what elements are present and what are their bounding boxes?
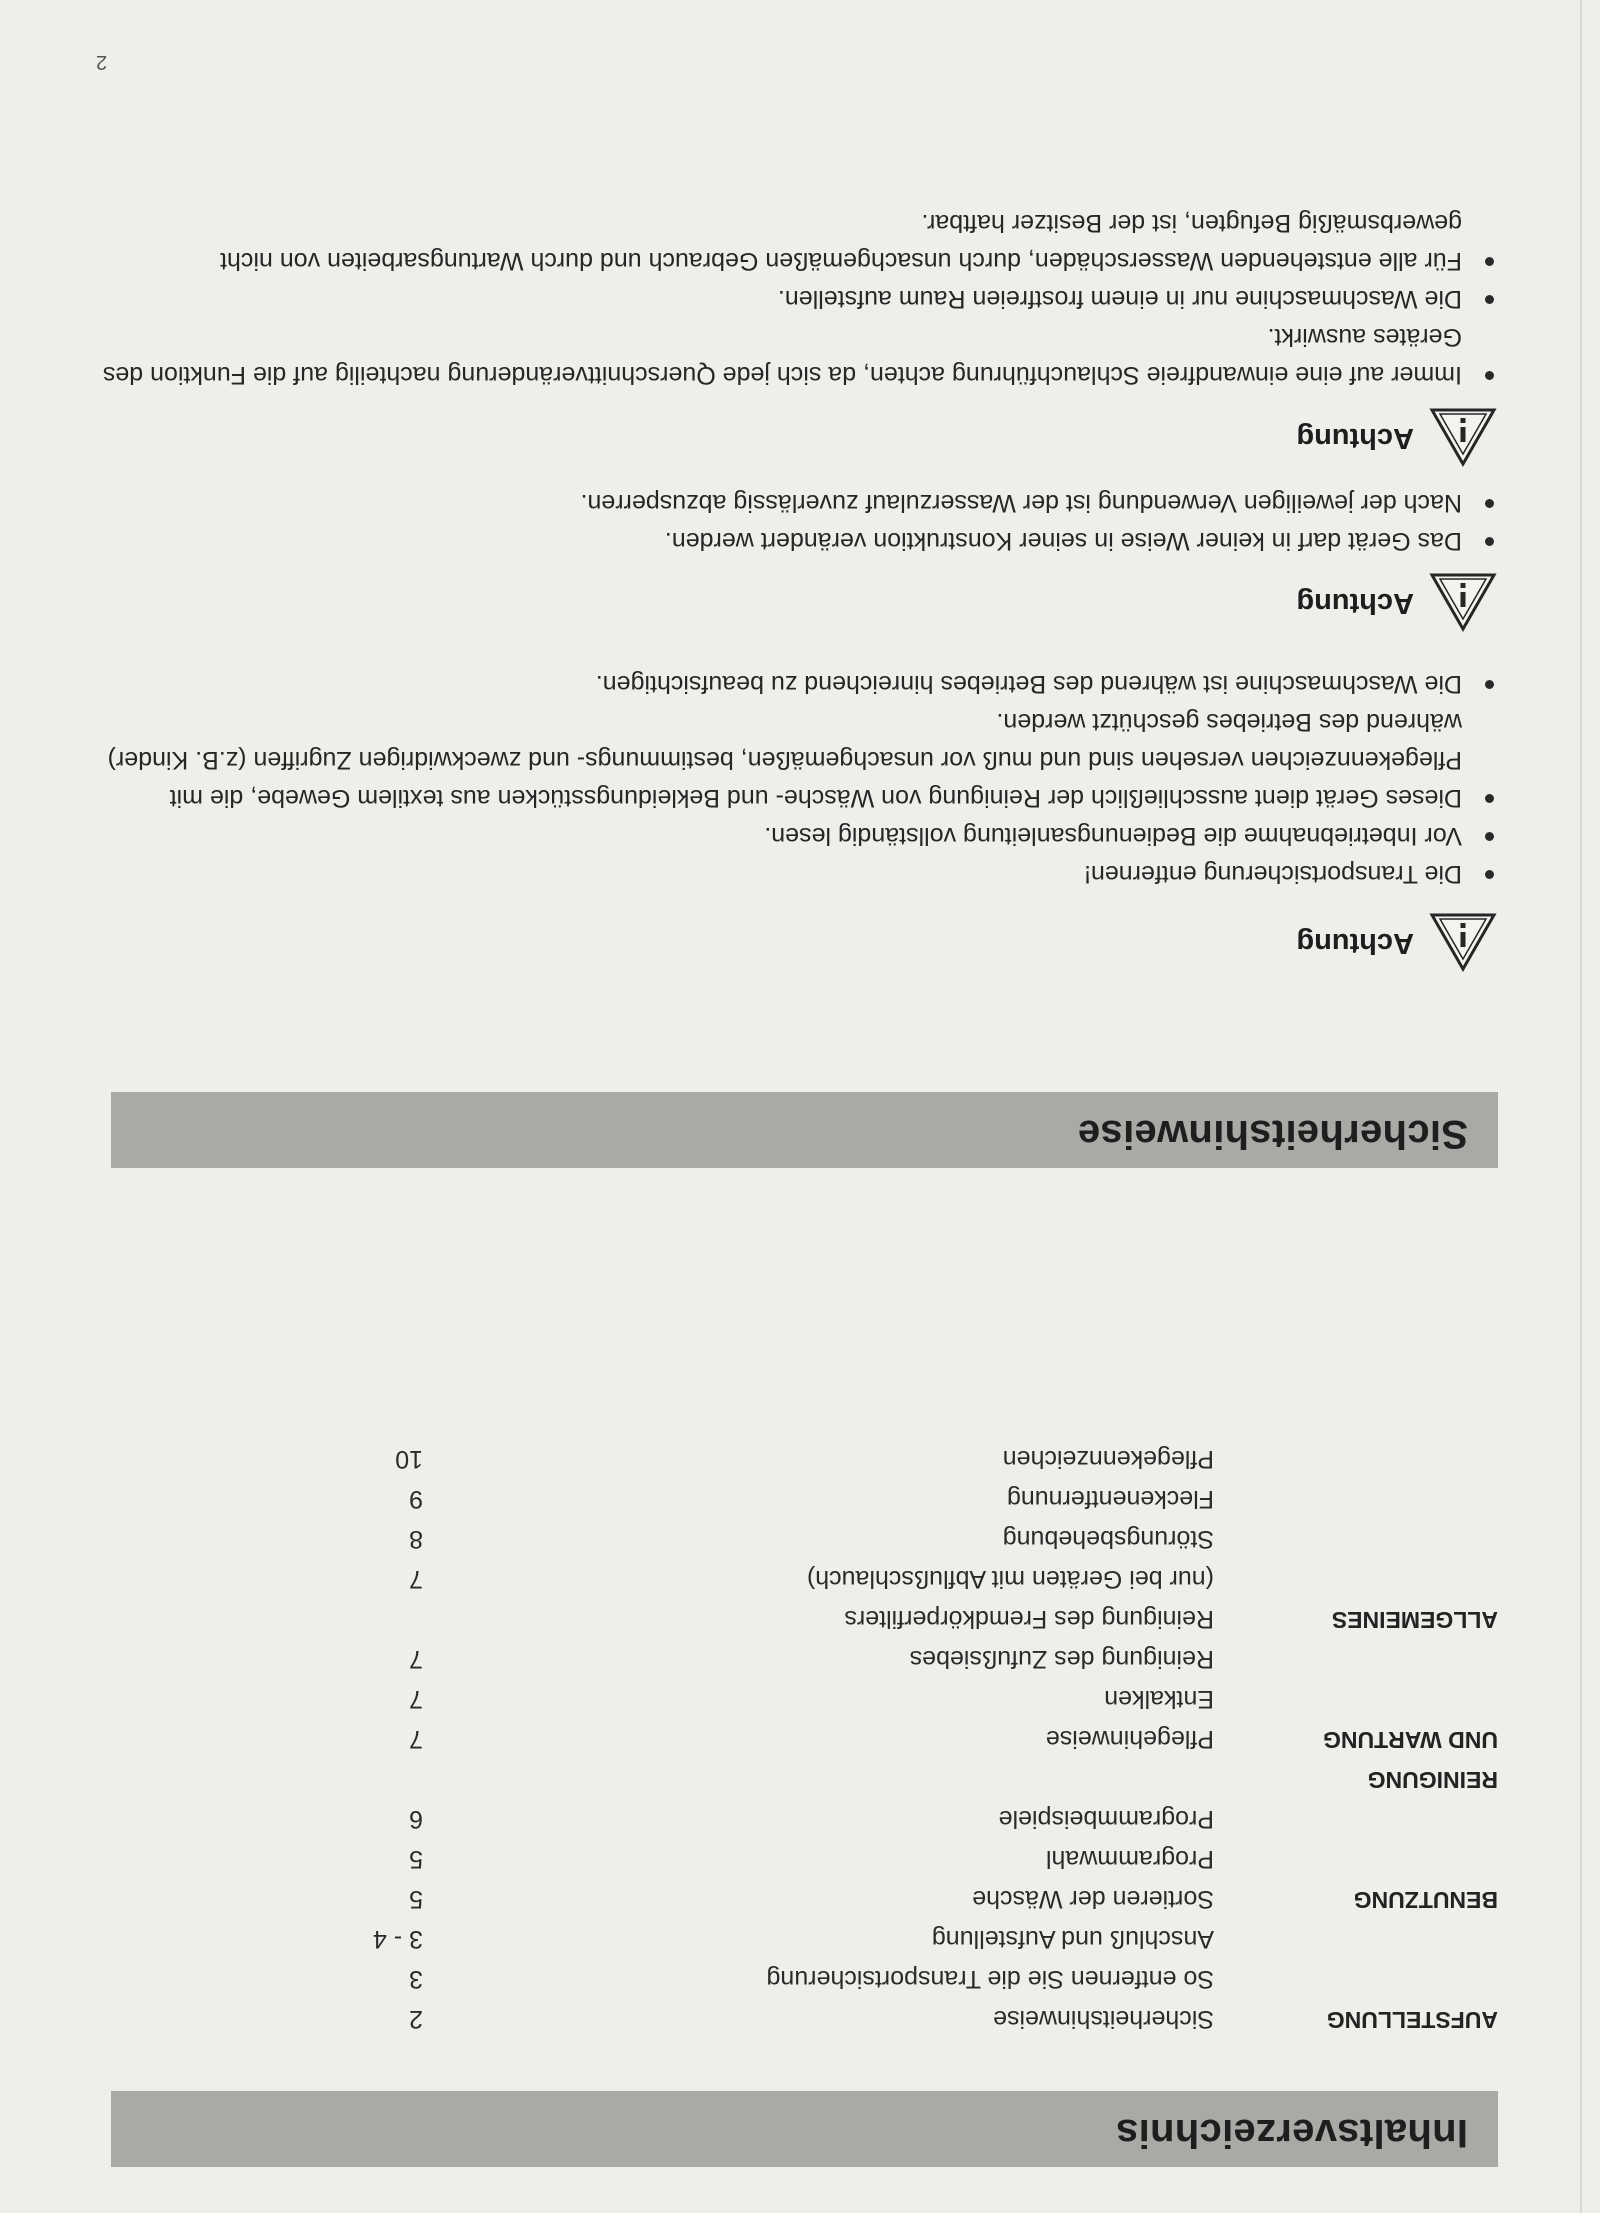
toc-header-bar [111, 2091, 1498, 2167]
toc-page-number: 5 [409, 1845, 423, 1873]
toc-page-number: 6 [409, 1805, 423, 1833]
toc-entry: Reinigung des Zufußsiebes [909, 1645, 1214, 1673]
list-item: Vor Inbetriebnahme die Bedienungsanleitung vollständig lesen. [68, 817, 1498, 855]
toc-entry: (nur bei Geräten mit Abflußschlauch) [806, 1565, 1214, 1593]
toc-entry: Sicherheitshinweise [993, 2005, 1214, 2033]
toc-entry: Pflegekennzeichen [1002, 1445, 1214, 1473]
toc-title: Inhaltsverzeichnis [1115, 2111, 1468, 2155]
list-item: Immer auf eine einwandfreie Schlauchführung achten, da sich jede Querschnittveränderung nachteilig auf die Funktion des Gerätes auswirkt. [68, 318, 1498, 394]
list-item: Die Waschmaschine nur in einem frostfreien Raum aufstellen. [68, 280, 1498, 318]
list-item: Nach der jeweiligen Verwendung ist der Wasserzulauf zuverlässig abzusperren. [68, 484, 1498, 522]
warning-triangle-icon [1428, 571, 1498, 633]
list-item: Für alle entstehenden Wasserschäden, durch unsachgemäßen Gebrauch und durch Wartungsarbeiten von nicht gewerbsmäßig Befugten, ist der Besitzer haftbar. [68, 204, 1498, 280]
toc-page-number: 3 - 4 [372, 1925, 423, 1953]
toc-entry: Anschluß und Aufstellung [931, 1925, 1214, 1953]
warning-triangle-icon [1428, 406, 1498, 468]
toc-section: BENUTZUNG [1353, 1887, 1498, 1913]
toc-entry: Programmbeispiele [998, 1805, 1214, 1833]
list-item: Die Waschmaschine ist während des Betriebes hinreichend zu beaufsichtigen. [68, 665, 1498, 703]
toc-section: UND WARTUNG [1322, 1727, 1498, 1753]
page-edge-line [1580, 0, 1582, 2213]
toc-entry: Störungsbehebung [1002, 1525, 1214, 1553]
safety-list-3 [68, 204, 1498, 394]
toc-section: AUFSTELLUNG [1326, 2007, 1498, 2033]
toc-entry: Entkalken [1104, 1685, 1214, 1713]
list-item: Dieses Gerät dient ausschließlich der Reinigung von Wäsche- und Bekleidungsstücken aus textilem Gewebe, die mit Pflegekennzeichen versehen sind und muß vor unsachgemäßen, bestimmungs- und zweckwidrigen Zugriffen (z.B. Kinder) während des Betriebes geschützt werden. [68, 703, 1498, 817]
toc-page-number: 10 [395, 1445, 423, 1473]
toc-entry: Programmwahl [1045, 1845, 1214, 1873]
safety-title: Sicherheitshinweise [1077, 1112, 1468, 1156]
safety-list-1 [68, 665, 1498, 893]
toc-entry: Reinigung des Fremdkörperfilters [844, 1605, 1214, 1633]
toc-page-number: 8 [409, 1525, 423, 1553]
toc-page-number: 9 [409, 1485, 423, 1513]
toc-page-number: 3 [409, 1965, 423, 1993]
toc-section: ALLGEMEINES [1331, 1607, 1498, 1633]
toc-page-number: 2 [409, 2005, 423, 2033]
toc-section: REINIGUNG [1367, 1767, 1498, 1793]
page-number: 2 [96, 51, 108, 73]
toc-page-number: 7 [409, 1725, 423, 1753]
toc-page-number: 7 [409, 1565, 423, 1593]
toc-page-number: 7 [409, 1685, 423, 1713]
list-item: Das Gerät darf in keiner Weise in seiner Konstruktion verändert werden. [68, 522, 1498, 560]
toc-page-number: 5 [409, 1885, 423, 1913]
warning-triangle-icon [1428, 911, 1498, 973]
toc-page-number: 7 [409, 1645, 423, 1673]
toc-entry: Sortieren der Wäsche [972, 1885, 1214, 1913]
warning-label: Achtung [1296, 927, 1414, 959]
safety-list-2 [68, 484, 1498, 560]
warning-label: Achtung [1296, 587, 1414, 619]
warning-label: Achtung [1296, 422, 1414, 454]
toc-entry: Fleckenentfernung [1006, 1485, 1214, 1513]
toc-entry: Pflegehinweise [1045, 1725, 1214, 1753]
list-item: Die Transportsicherung entfernen! [68, 855, 1498, 893]
safety-header-bar [111, 1092, 1498, 1168]
toc-entry: So entfernen Sie die Transportsicherung [766, 1965, 1214, 1993]
